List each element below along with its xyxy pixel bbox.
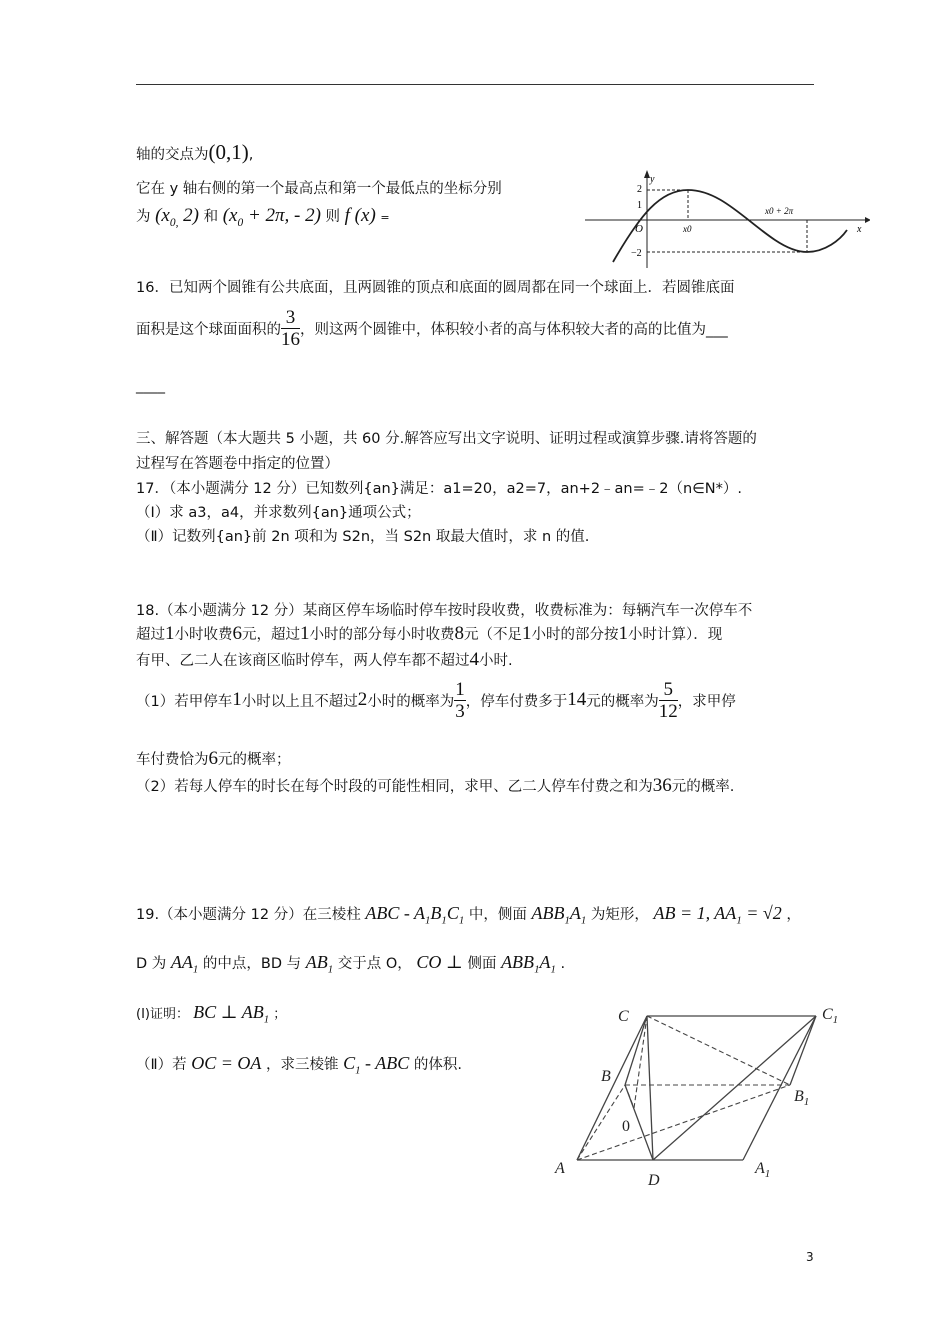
- prism-figure: [550, 1005, 850, 1195]
- header-rule: [136, 84, 814, 85]
- q18-line1: 18.（本小题满分 12 分）某商区停车场临时停车按时段收费，收费标准为：每辆汽车一次停车不: [136, 603, 753, 619]
- q19-part2: （Ⅱ）若 OC = OA ，求三棱锥 $C_1$ - ABC 的体积.: [136, 1053, 462, 1077]
- q17-line1: 17．（本小题满分 12 分）已知数列{an}满足：a1=20，a2=7，an+2﹣an=﹣2（n∈N*）.: [136, 481, 743, 497]
- label-D: D: [648, 1172, 660, 1189]
- q18-line4: （1）若甲停车 1 小时以上且不超过 2 小时的概率为 $\frac{1}{3}$ ，停车付费多于 14 元的概率为 $\frac{5}{12}$ ，求甲停: [136, 678, 736, 722]
- q17-line3: （Ⅱ）记数列{an}前 2n 项和为 S2n，当 S2n 取最大值时，求 n 的值.: [136, 529, 590, 545]
- q18-line3: 有甲、乙二人在该商区临时停车，两人停车都不超过4小时.: [136, 649, 513, 670]
- q16-line3: ____: [136, 378, 165, 394]
- page-number: 3: [806, 1250, 814, 1264]
- graph-origin: O: [635, 223, 643, 235]
- q15-line2: 它在 y 轴右侧的第一个最高点和第一个最低点的坐标分别: [136, 181, 502, 197]
- sine-graph: [585, 170, 870, 270]
- label-B: B: [601, 1068, 611, 1085]
- label-A: A: [555, 1160, 565, 1177]
- q18-line6: （2）若每人停车的时长在每个时段的可能性相同，求甲、乙二人停车付费之和为36元的概率.: [136, 775, 735, 796]
- graph-x-label: x: [857, 224, 862, 235]
- label-B1: $B_1$: [794, 1088, 810, 1108]
- section3-line1: 三、解答题（本大题共 5 小题，共 60 分.解答应写出文字说明、证明过程或演算步骤.请将答题的: [136, 431, 757, 447]
- q15-line3: 为 ($x_{0,}$ 2) 和 ($x_0 + 2\pi$, - 2) 则 f (x) =: [136, 205, 390, 229]
- graph-two: 2: [637, 184, 642, 195]
- label-A1: $A_1$: [755, 1160, 771, 1180]
- label-C: C: [618, 1008, 629, 1025]
- label-O: 0: [622, 1118, 630, 1135]
- graph-x0: x0: [683, 224, 692, 234]
- q17-line2: （Ⅰ）求 a3，a4，并求数列{an}通项公式；: [136, 505, 421, 521]
- q18-line5: 车付费恰为6元的概率；: [136, 748, 291, 769]
- q19-part1: (Ⅰ)证明： BC ⊥ $AB_1$ ；: [136, 1002, 287, 1026]
- q19-line1: 19.（本小题满分 12 分）在三棱柱 ABC - $A_1B_1C_1$ 中，侧面 $ABB_1A_1$ 为矩形， AB = 1, $AA_1 = √2$ ，: [136, 903, 801, 927]
- q16-line1: 16．已知两个圆锥有公共底面，且两圆锥的顶点和底面的圆周都在同一个球面上．若圆锥底面: [136, 280, 735, 296]
- graph-y-label: y: [650, 174, 655, 185]
- q18-line2: 超过1小时收费6元，超过1小时的部分每小时收费8元（不足1小时的部分按1小时计算）．现: [136, 623, 723, 644]
- graph-x0-2pi: x0 + 2π: [765, 206, 794, 216]
- section3-line2: 过程写在答题卷中指定的位置）: [136, 456, 339, 472]
- graph-one: 1: [637, 200, 642, 211]
- q16-frac-den: 16: [281, 328, 300, 350]
- q16-frac-num: 3: [281, 307, 300, 329]
- label-C1: $C_1$: [822, 1006, 839, 1026]
- q19-line2: D 为 $AA_1$ 的中点，BD 与 $AB_1$ 交于点 O， CO ⊥ 侧面 $ABB_1A_1$ .: [136, 952, 566, 976]
- q16-line2: 面积是这个球面面积的 $\frac{3}{16}$ ，则这两个圆锥中，体积较小者的高与体积较大者的高的比值为___: [136, 306, 728, 350]
- graph-neg-two: −2: [631, 248, 642, 259]
- q15-line1: 轴的交点为(0,1),: [136, 140, 254, 164]
